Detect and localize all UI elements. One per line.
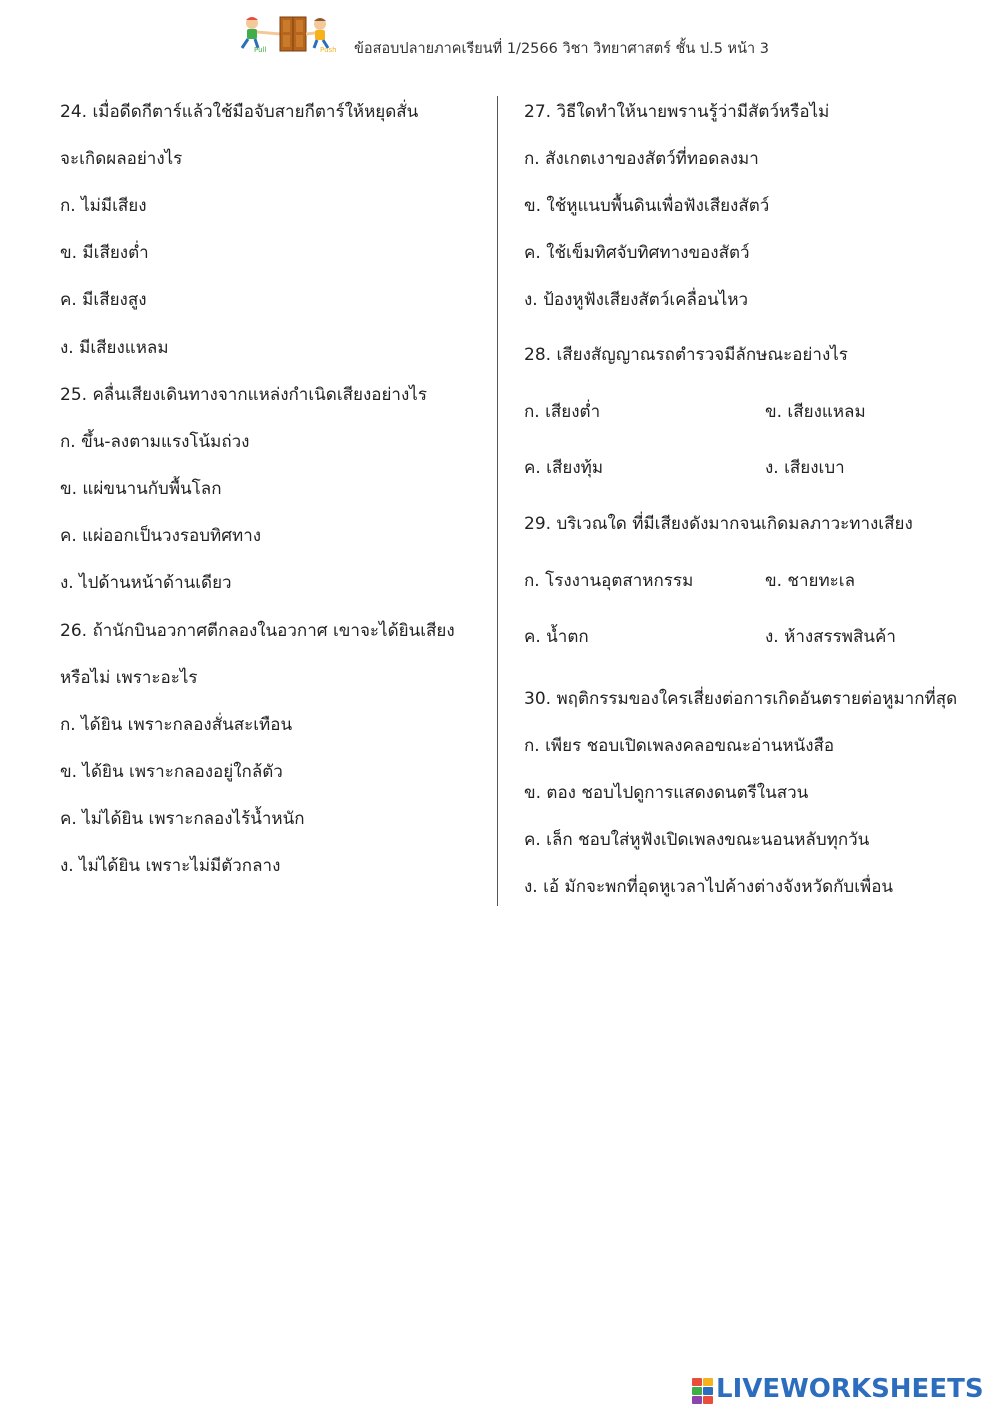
logo-tile — [703, 1378, 713, 1386]
question-28-text: 28. เสียงสัญญาณรถตำรวจมีลักษณะอย่างไร — [524, 345, 848, 365]
q26-option-d[interactable]: ง. ไม่ได้ยิน เพราะไม่มีตัวกลาง — [60, 856, 281, 876]
q29-option-c[interactable]: ค. น้ำตก — [524, 627, 589, 647]
q24-option-b[interactable]: ข. มีเสียงต่ำ — [60, 243, 149, 263]
logo-tile — [692, 1387, 702, 1395]
question-30-text: 30. พฤติกรรมของใครเสี่ยงต่อการเกิดอันตรายต่อหูมากที่สุด — [524, 689, 958, 709]
question-25-text: 25. คลื่นเสียงเดินทางจากแหล่งกำเนิดเสียงอย่างไร — [60, 385, 427, 405]
q30-option-c[interactable]: ค. เล็ก ชอบใส่หูฟังเปิดเพลงขณะนอนหลับทุกวัน — [524, 830, 870, 850]
q25-option-c[interactable]: ค. แผ่ออกเป็นวงรอบทิศทาง — [60, 526, 262, 546]
logo-tile — [692, 1378, 702, 1386]
q29-option-a[interactable]: ก. โรงงานอุตสาหกรรม — [524, 571, 694, 591]
q30-option-d[interactable]: ง. เอ้ มักจะพกที่อุดหูเวลาไปค้างต่างจังหวัดกับเพื่อน — [524, 877, 894, 897]
q25-option-b[interactable]: ข. แผ่ขนานกับพื้นโลก — [60, 479, 222, 499]
page-header — [236, 14, 836, 58]
q24-option-c[interactable]: ค. มีเสียงสูง — [60, 290, 147, 310]
q30-option-b[interactable]: ข. ตอง ชอบไปดูการแสดงดนตรีในสวน — [524, 783, 809, 803]
logo-push-text: Push — [320, 46, 337, 54]
logo-tile — [692, 1396, 702, 1404]
q27-option-a[interactable]: ก. สังเกตเงาของสัตว์ที่ทอดลงมา — [524, 149, 759, 169]
q27-option-d[interactable]: ง. ป้องหูฟังเสียงสัตว์เคลื่อนไหว — [524, 290, 749, 310]
question-27-text: 27. วิธีใดทำให้นายพรานรู้ว่ามีสัตว์หรือไม่ — [524, 102, 830, 122]
liveworksheets-logo-icon — [692, 1378, 712, 1402]
liveworksheets-brand[interactable] — [692, 1374, 992, 1406]
q28-option-b[interactable]: ข. เสียงแหลม — [765, 402, 866, 422]
logo-tile — [703, 1387, 713, 1395]
exam-header-title: ข้อสอบปลายภาคเรียนที่ 1/2566 วิชา วิทยาศาสตร์ ชั้น ป.5 หน้า 3 — [354, 41, 769, 57]
q26-option-a[interactable]: ก. ได้ยิน เพราะกลองสั่นสะเทือน — [60, 715, 293, 735]
push-pull-logo — [236, 14, 340, 54]
q30-option-a[interactable]: ก. เพียร ชอบเปิดเพลงคลอขณะอ่านหนังสือ — [524, 736, 835, 756]
q24-option-a[interactable]: ก. ไม่มีเสียง — [60, 196, 147, 216]
logo-tile — [703, 1396, 713, 1404]
q29-option-b[interactable]: ข. ชายทะเล — [765, 571, 856, 591]
q27-option-c[interactable]: ค. ใช้เข็มทิศจับทิศทางของสัตว์ — [524, 243, 750, 263]
question-26-text: 26. ถ้านักบินอวกาศตีกลองในอวกาศ เขาจะได้ยินเสียง — [60, 621, 455, 641]
logo-pull-text: Pull — [254, 46, 267, 54]
q26-option-b[interactable]: ข. ได้ยิน เพราะกลองอยู่ใกล้ตัว — [60, 762, 283, 782]
question-29-text: 29. บริเวณใด ที่มีเสียงดังมากจนเกิดมลภาวะทางเสียง — [524, 514, 913, 534]
question-26-text-cont: หรือไม่ เพราะอะไร — [60, 668, 198, 688]
q25-option-a[interactable]: ก. ขึ้น-ลงตามแรงโน้มถ่วง — [60, 432, 250, 452]
q28-option-a[interactable]: ก. เสียงต่ำ — [524, 402, 601, 422]
question-24-text: 24. เมื่อดีดกีตาร์แล้วใช้มือจับสายกีตาร์ให้หยุดสั่น — [60, 102, 419, 122]
question-24-text-cont: จะเกิดผลอย่างไร — [60, 149, 183, 169]
q25-option-d[interactable]: ง. ไปด้านหน้าด้านเดียว — [60, 573, 232, 593]
q26-option-c[interactable]: ค. ไม่ได้ยิน เพราะกลองไร้น้ำหนัก — [60, 809, 305, 829]
q27-option-b[interactable]: ข. ใช้หูแนบพื้นดินเพื่อฟังเสียงสัตว์ — [524, 196, 770, 216]
column-divider — [497, 96, 498, 906]
q28-option-d[interactable]: ง. เสียงเบา — [765, 458, 845, 478]
liveworksheets-wordmark: LIVEWORKSHEETS — [716, 1374, 984, 1404]
q24-option-d[interactable]: ง. มีเสียงแหลม — [60, 338, 169, 358]
q29-option-d[interactable]: ง. ห้างสรรพสินค้า — [765, 627, 896, 647]
q28-option-c[interactable]: ค. เสียงทุ้ม — [524, 458, 604, 478]
